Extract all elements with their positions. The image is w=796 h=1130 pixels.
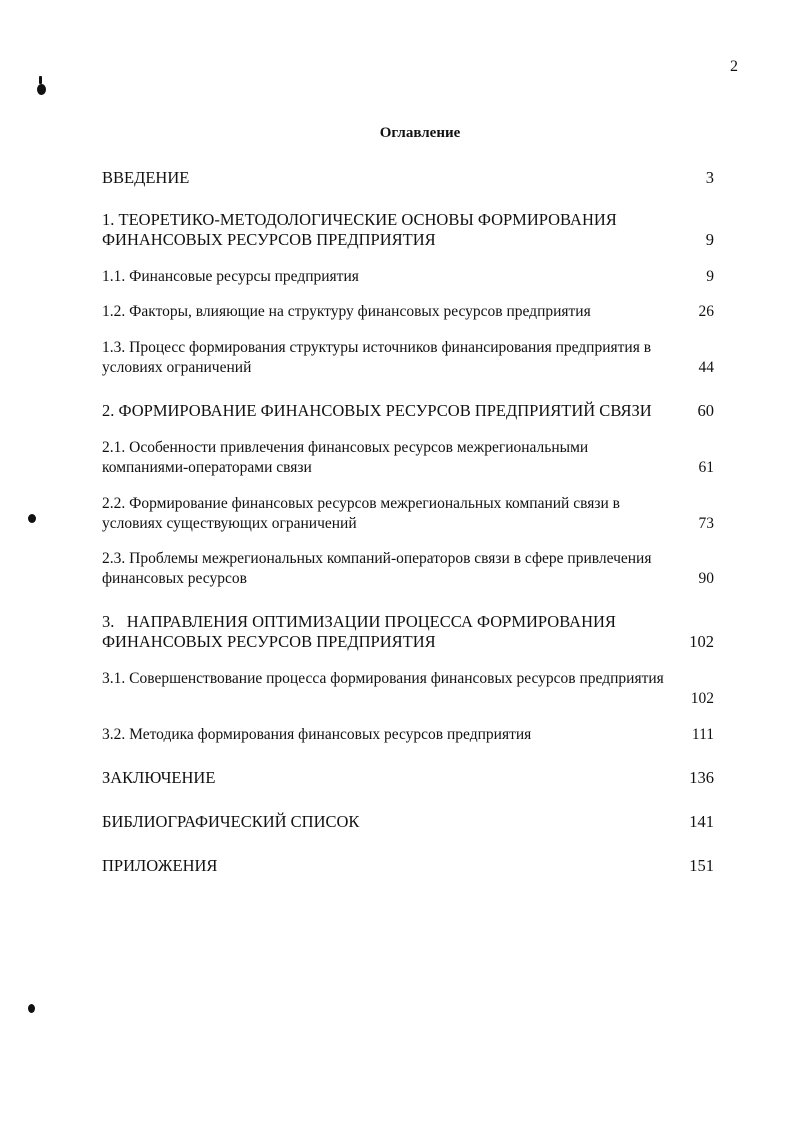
toc-entry-chapter-2 [102, 401, 714, 421]
toc-entry-text: 3. НАПРАВЛЕНИЯ ОПТИМИЗАЦИИ ПРОЦЕССА ФОРМИРОВАНИЯ ФИНАНСОВЫХ РЕСУРСОВ ПРЕДПРИЯТИЯ [102, 612, 621, 651]
toc-entry-chapter-3 [102, 612, 714, 652]
toc-entry-text: ЗАКЛЮЧЕНИЕ [102, 768, 216, 787]
toc-entry-text: 2. ФОРМИРОВАНИЕ ФИНАНСОВЫХ РЕСУРСОВ ПРЕДПРИЯТИЙ СВЯЗИ [102, 401, 652, 420]
toc-entry-bibliography [102, 812, 714, 832]
toc-entry-section-2-1 [102, 438, 714, 478]
toc-entry-text: 1.1. Финансовые ресурсы предприятия [102, 268, 359, 285]
toc-entry-text: БИБЛИОГРАФИЧЕСКИЙ СПИСОК [102, 812, 360, 831]
toc-entry-text: 1.2. Факторы, влияющие на структуру финансовых ресурсов предприятия [102, 303, 591, 320]
toc-entry-text: 1.3. Процесс формирования структуры источников финансирования предприятия в условиях ограничений [102, 339, 652, 376]
toc-entry-section-2-2 [102, 494, 714, 534]
toc-entry-text: 2.3. Проблемы межрегиональных компаний-операторов связи в сфере привлечения финансовых ресурсов [102, 550, 652, 587]
toc-entry-section-2-3 [102, 549, 714, 589]
toc-entry-page: 60 [697, 401, 714, 420]
page-number: 2 [730, 58, 738, 75]
toc-entry-text: 2.1. Особенности привлечения финансовых ресурсов межрегиональными компаниями-операторами связи [102, 439, 589, 476]
toc-entry-introduction [102, 168, 714, 188]
toc-entry-page: 111 [691, 726, 714, 743]
scan-speck [39, 76, 42, 84]
toc-entry-conclusion [102, 768, 714, 788]
toc-entry-text: 3.1. Совершенствование процесса формирования финансовых ресурсов предприятия [102, 670, 664, 687]
toc-entry-page: 9 [705, 230, 714, 249]
toc-entry-text: ПРИЛОЖЕНИЯ [102, 856, 218, 875]
toc-entry-page: 136 [689, 768, 714, 787]
scan-speck [28, 1004, 35, 1013]
toc-entry-section-1-1 [102, 267, 714, 287]
toc-entry-page: 151 [689, 856, 714, 875]
toc-entry-page: 9 [706, 268, 714, 285]
toc-entry-text: 1. ТЕОРЕТИКО-МЕТОДОЛОГИЧЕСКИЕ ОСНОВЫ ФОРМИРОВАНИЯ ФИНАНСОВЫХ РЕСУРСОВ ПРЕДПРИЯТИЯ [102, 210, 617, 249]
toc-entry-section-1-3 [102, 338, 714, 378]
toc-entry-page: 26 [698, 303, 714, 320]
toc-entry-section-1-2 [102, 302, 714, 322]
toc-entry-page: 141 [689, 812, 714, 831]
toc-entry-section-3-1 [102, 669, 714, 709]
toc-entry-page: 90 [698, 570, 714, 587]
toc-entry-chapter-1 [102, 210, 714, 250]
toc-heading: Оглавление [379, 125, 461, 141]
toc-entry-page: 102 [690, 690, 714, 707]
scan-speck [37, 84, 46, 95]
toc-entry-page: 73 [698, 515, 714, 532]
toc-entry-page: 3 [705, 168, 714, 187]
toc-entry-text: 2.2. Формирование финансовых ресурсов межрегиональных компаний связи в условиях существующих ограничений [102, 495, 620, 532]
toc-entry-text: ВВЕДЕНИЕ [102, 168, 190, 187]
toc-entry-page: 102 [689, 632, 714, 651]
toc-entry-section-3-2 [102, 725, 714, 745]
scan-speck [28, 514, 36, 523]
toc-entry-text: 3.2. Методика формирования финансовых ресурсов предприятия [102, 726, 532, 743]
toc-entry-page: 44 [698, 359, 714, 376]
toc-entry-page: 61 [698, 459, 714, 476]
toc-entry-appendices [102, 856, 714, 876]
